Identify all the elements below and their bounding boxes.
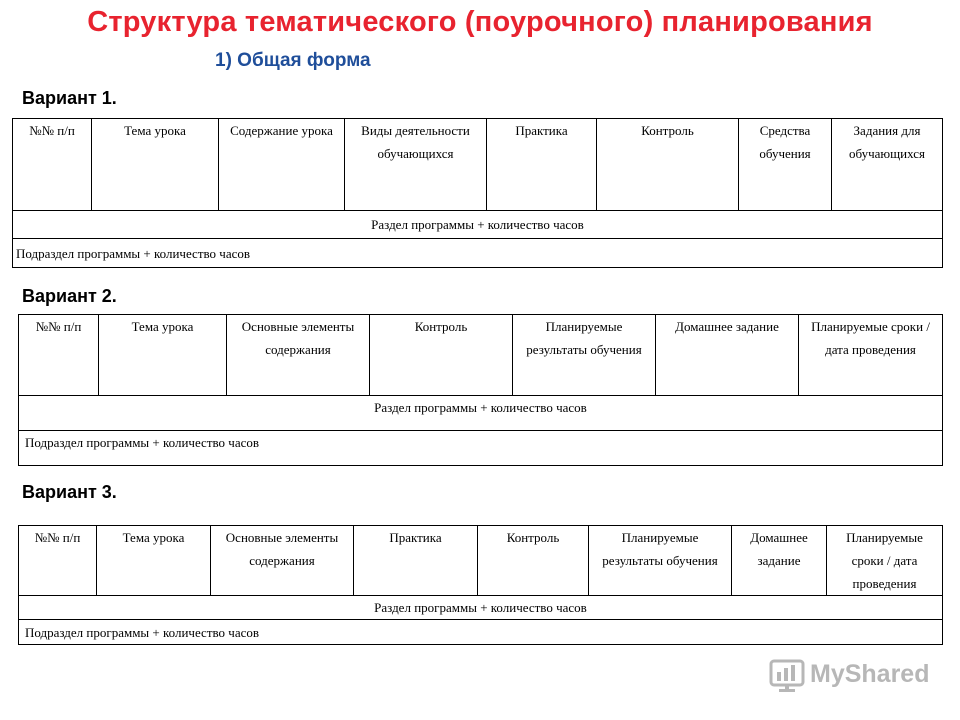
header-cell: Тема урока <box>92 119 219 211</box>
subsection-cell: Подраздел программы + количество часов <box>19 431 943 466</box>
header-cell: №№ п/п <box>19 526 97 596</box>
header-cell: Практика <box>487 119 597 211</box>
section-row <box>19 596 943 620</box>
variant-1-table <box>12 118 943 268</box>
section-cell: Раздел программы + количество часов <box>19 596 943 620</box>
header-cell: Домашнее задание <box>732 526 827 596</box>
header-cell: Планируемые сроки / дата проведения <box>799 315 943 396</box>
header-cell: Контроль <box>597 119 739 211</box>
page-subtitle: 1) Общая форма <box>215 50 371 71</box>
header-cell: Планируемые результаты обучения <box>513 315 656 396</box>
table-header-row <box>13 119 943 211</box>
header-cell: Содержание урока <box>219 119 345 211</box>
header-cell: Виды деятельности обучающихся <box>345 119 487 211</box>
subsection-row <box>19 431 943 466</box>
header-cell: Тема урока <box>99 315 227 396</box>
variant-2-label: Вариант 2. <box>22 286 117 306</box>
header-cell: Тема урока <box>97 526 211 596</box>
header-cell: Средства обучения <box>739 119 832 211</box>
header-cell: Контроль <box>370 315 513 396</box>
header-cell: Планируемые результаты обучения <box>589 526 732 596</box>
variant-3-label: Вариант 3. <box>22 482 117 502</box>
subsection-row <box>19 620 943 645</box>
header-cell: Практика <box>354 526 478 596</box>
section-cell: Раздел программы + количество часов <box>19 396 943 431</box>
variant-2-table <box>18 314 943 466</box>
section-cell: Раздел программы + количество часов <box>13 211 943 239</box>
table-header-row <box>19 526 943 596</box>
subsection-row <box>13 239 943 268</box>
header-cell: Основные элементы содержания <box>211 526 354 596</box>
presentation-board-icon <box>768 658 806 694</box>
table-header-row <box>19 315 943 396</box>
header-cell: Планируемые сроки / дата проведения <box>827 526 943 596</box>
subsection-cell: Подраздел программы + количество часов <box>13 239 943 268</box>
header-cell: Домашнее задание <box>656 315 799 396</box>
section-row <box>19 396 943 431</box>
header-cell: №№ п/п <box>19 315 99 396</box>
header-cell: Контроль <box>478 526 589 596</box>
page-title: Структура тематического (поурочного) планирования <box>87 6 873 38</box>
variant-3-table <box>18 525 943 645</box>
header-cell: №№ п/п <box>13 119 92 211</box>
header-cell: Задания для обучающихся <box>832 119 943 211</box>
header-cell: Основные элементы содержания <box>227 315 370 396</box>
watermark-text: MyShared <box>810 660 930 688</box>
section-row <box>13 211 943 239</box>
variant-1-label: Вариант 1. <box>22 88 117 108</box>
subsection-cell: Подраздел программы + количество часов <box>19 620 943 645</box>
